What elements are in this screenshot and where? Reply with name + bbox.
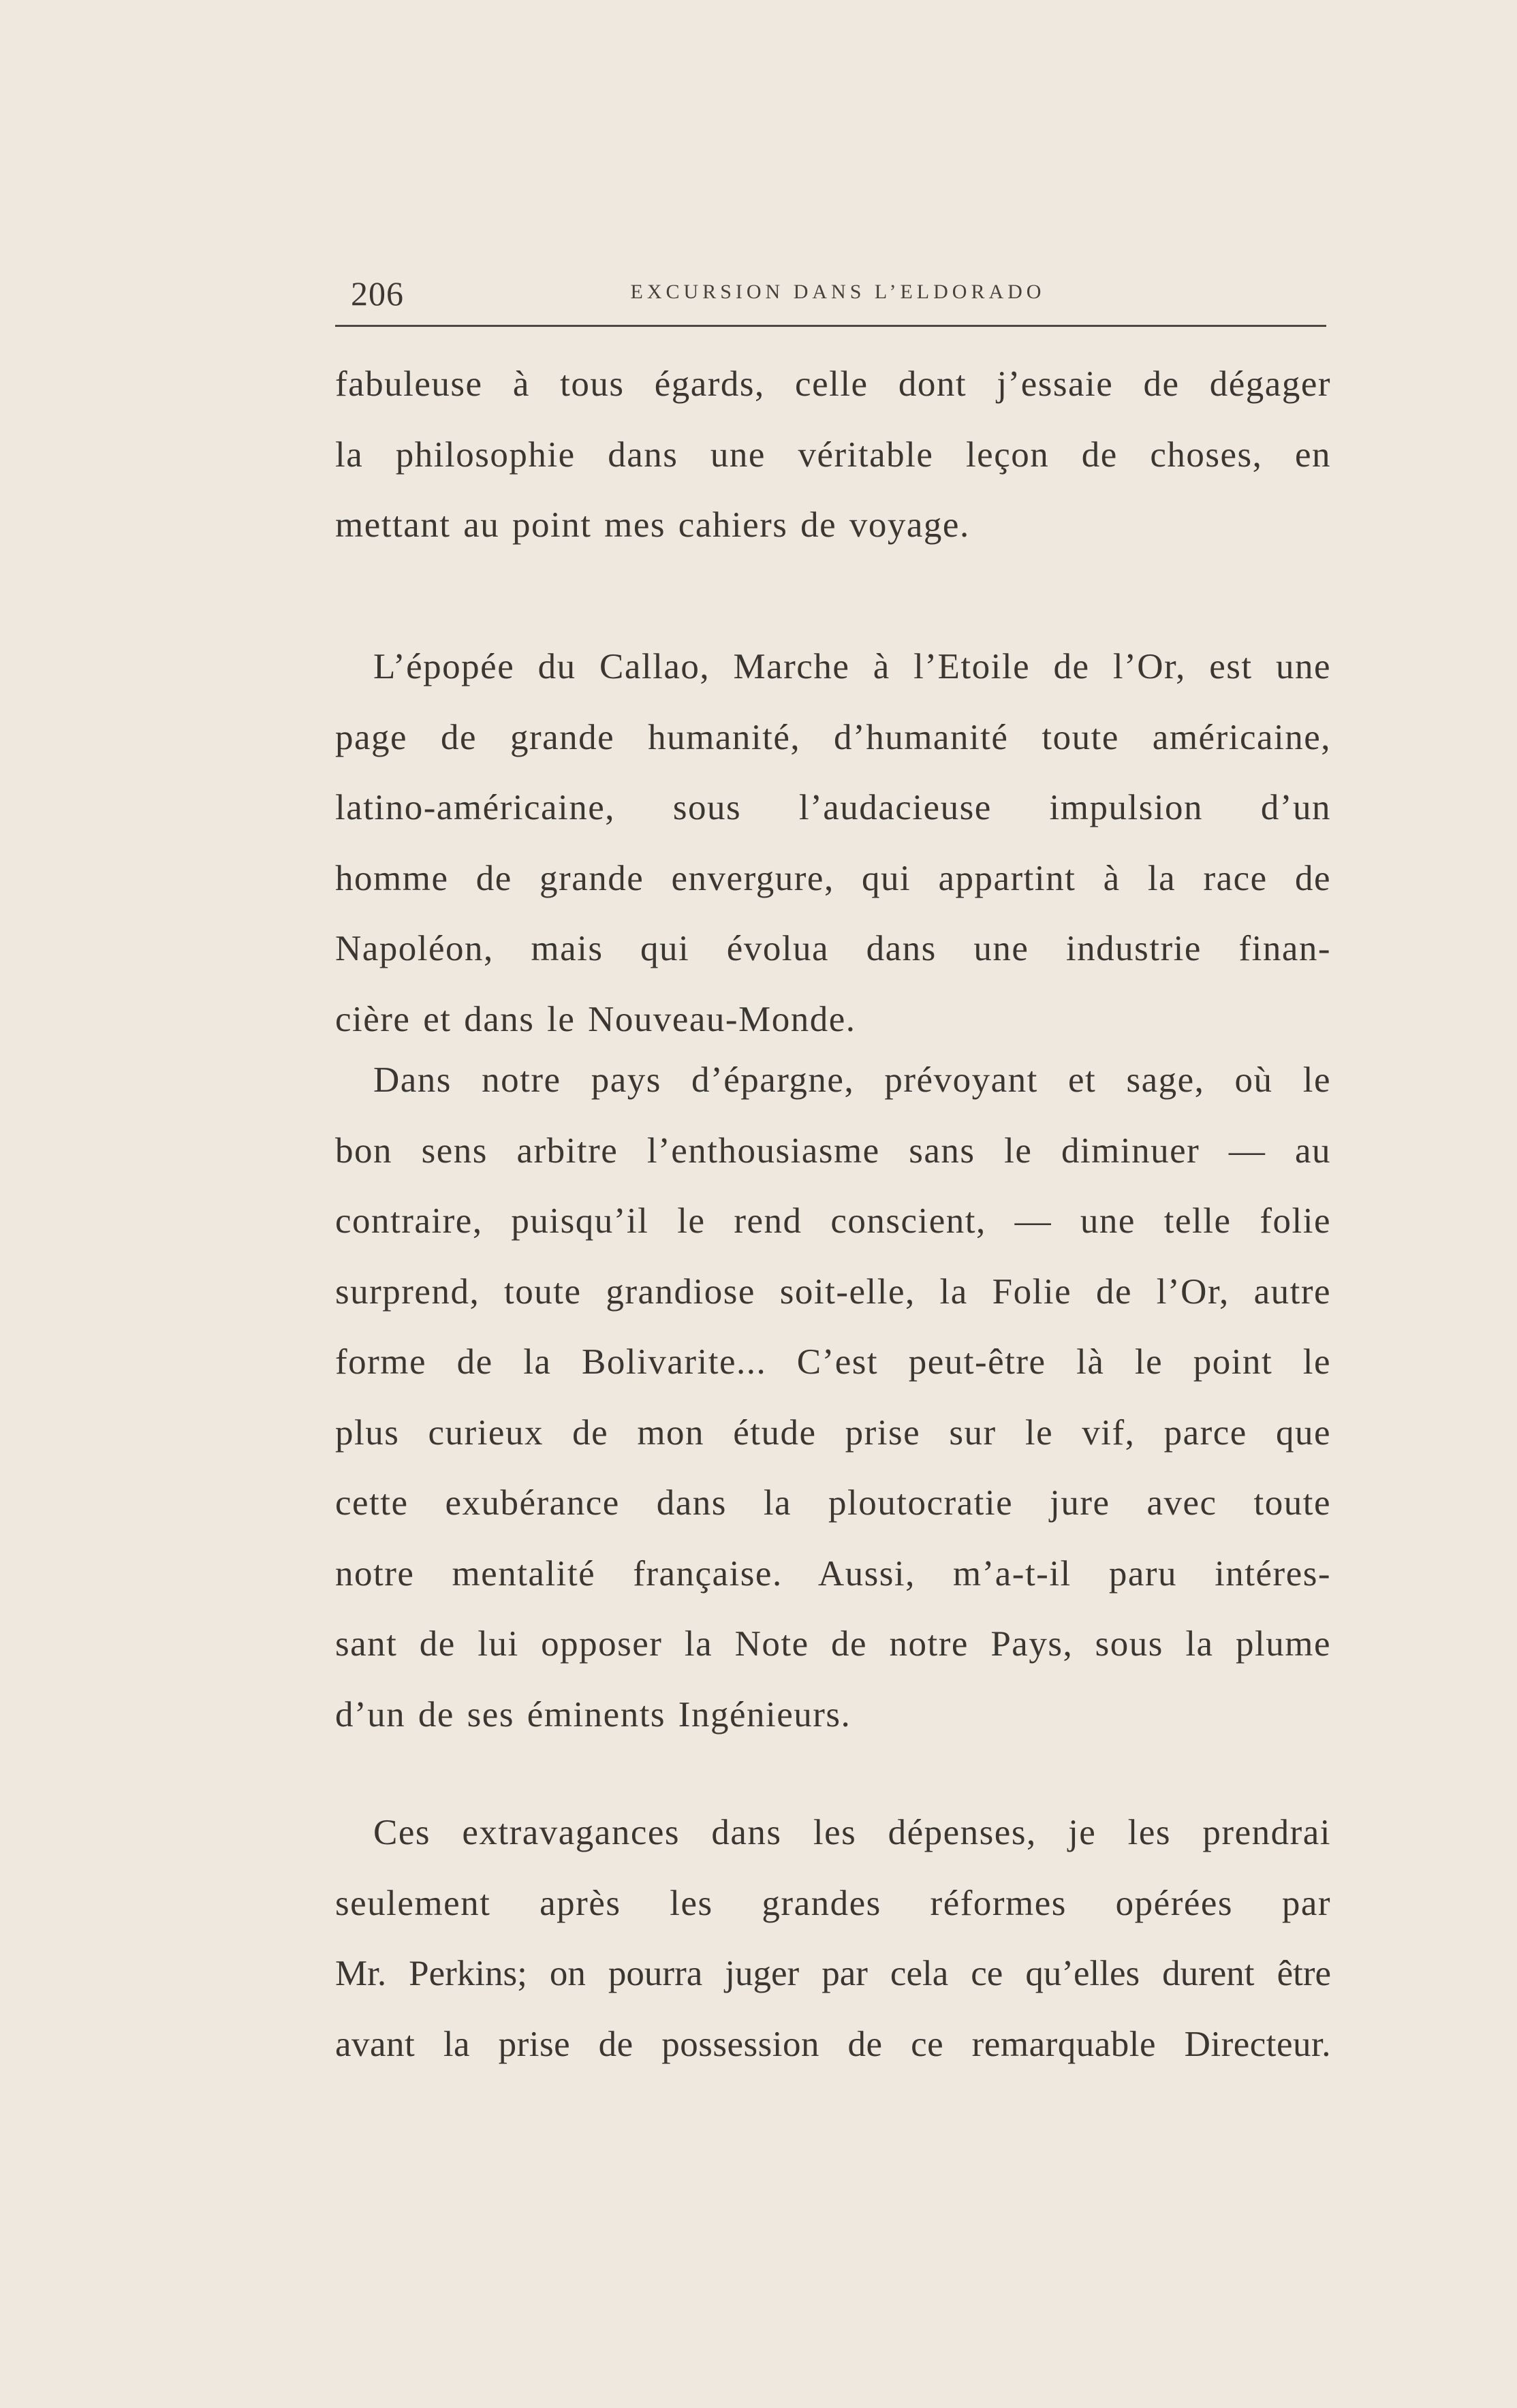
text-line: la philosophie dans une véritable leçon de choses, en <box>335 434 1331 475</box>
text-line: sant de lui opposer la Note de notre Pays, sous la plume <box>335 1624 1331 1664</box>
text-line: cière et dans le Nouveau-Monde. <box>335 999 856 1039</box>
paragraph-3 <box>335 1045 1331 1750</box>
text-line: mettant au point mes cahiers de voyage. <box>335 505 970 545</box>
paragraph-4 <box>335 1798 1331 2080</box>
page-header <box>351 268 1325 324</box>
text-line: bon sens arbitre l’enthousiasme sans le diminuer — au <box>335 1130 1331 1171</box>
text-line: Ces extravagances dans les dépenses, je les prendrai <box>373 1813 1331 1852</box>
text-line: cette exubérance dans la ploutocratie jure avec toute <box>335 1483 1331 1523</box>
text-line: d’un de ses éminents Ingénieurs. <box>335 1694 851 1734</box>
page-number: 206 <box>351 274 404 313</box>
text-line: L’épopée du Callao, Marche à l’Etoile de l’Or, est une <box>373 647 1331 686</box>
text-line: latino-américaine, sous l’audacieuse impulsion d’un <box>335 788 1331 827</box>
text-line: homme de grande envergure, qui appartint à la race de <box>335 858 1331 898</box>
paragraph-2 <box>335 632 1331 1055</box>
text-line: Mr. Perkins; on pourra juger par cela ce qu’elles durent être <box>335 1954 1331 1993</box>
text-line: forme de la Bolivarite... C’est peut-être là le point le <box>335 1342 1331 1382</box>
text-line: contraire, puisqu’il le rend conscient, — une telle folie <box>335 1201 1331 1241</box>
text-line: surprend, toute grandiose soit-elle, la Folie de l’Or, autre <box>335 1271 1331 1312</box>
text-line: page de grande humanité, d’humanité toute américaine, <box>335 717 1331 757</box>
text-line: notre mentalité française. Aussi, m’a-t-il paru intéres- <box>335 1553 1331 1594</box>
text-line: plus curieux de mon étude prise sur le vif, parce que <box>335 1412 1331 1453</box>
text-line: fabuleuse à tous égards, celle dont j’essaie de dégager <box>335 364 1331 404</box>
text-line: avant la prise de possession de ce remarquable Directeur. <box>335 2024 1331 2064</box>
text-line: Dans notre pays d’épargne, prévoyant et sage, où le <box>373 1060 1331 1100</box>
paragraph-1 <box>335 349 1331 561</box>
header-rule <box>335 325 1326 327</box>
running-title: EXCURSION DANS L’ELDORADO <box>630 281 1046 303</box>
text-line: Napoléon, mais qui évolua dans une industrie finan- <box>335 929 1331 968</box>
text-line: seulement après les grandes réformes opérées par <box>335 1883 1331 1923</box>
